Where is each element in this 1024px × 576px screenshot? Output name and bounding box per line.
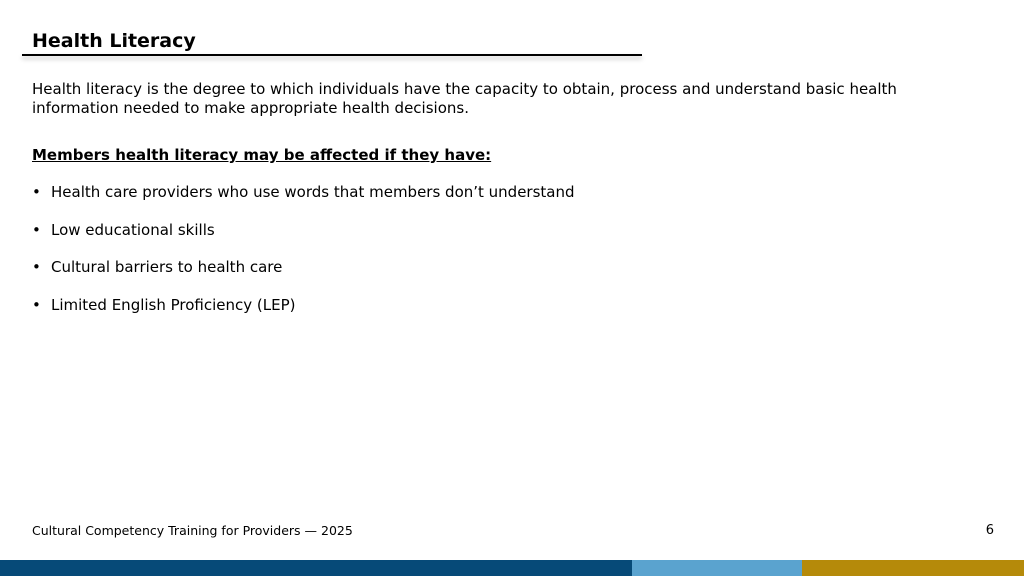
footer-bar-primary	[0, 560, 632, 576]
bullet-text: Limited English Proficiency (LEP)	[51, 295, 296, 314]
bullet-text: Low educational skills	[51, 220, 215, 239]
bullet-list	[32, 183, 575, 333]
bullet-dot-icon: •	[32, 295, 41, 314]
bullet-lead-heading: Members health literacy may be affected if they have:	[32, 146, 492, 164]
intro-paragraph: Health literacy is the degree to which individuals have the capacity to obtain, process and understand basic health information needed to make appropriate health decisions.	[32, 80, 897, 117]
footer-bar-accent	[802, 560, 1024, 576]
footer-bar-secondary	[632, 560, 802, 576]
bullet-dot-icon: •	[32, 183, 41, 201]
list-item	[32, 183, 575, 221]
list-item	[32, 296, 575, 334]
bullet-dot-icon: •	[32, 220, 41, 239]
bullet-text: Health care providers who use words that members don’t understand	[51, 183, 575, 201]
list-item	[32, 258, 575, 296]
bullet-text: Cultural barriers to health care	[51, 258, 283, 276]
title-underline	[22, 54, 642, 56]
page-number: 6	[985, 523, 994, 538]
list-item	[32, 221, 575, 259]
bullet-dot-icon: •	[32, 258, 41, 276]
footer-caption: Cultural Competency Training for Providers — 2025	[32, 523, 353, 538]
slide-title: Health Literacy	[32, 30, 196, 52]
